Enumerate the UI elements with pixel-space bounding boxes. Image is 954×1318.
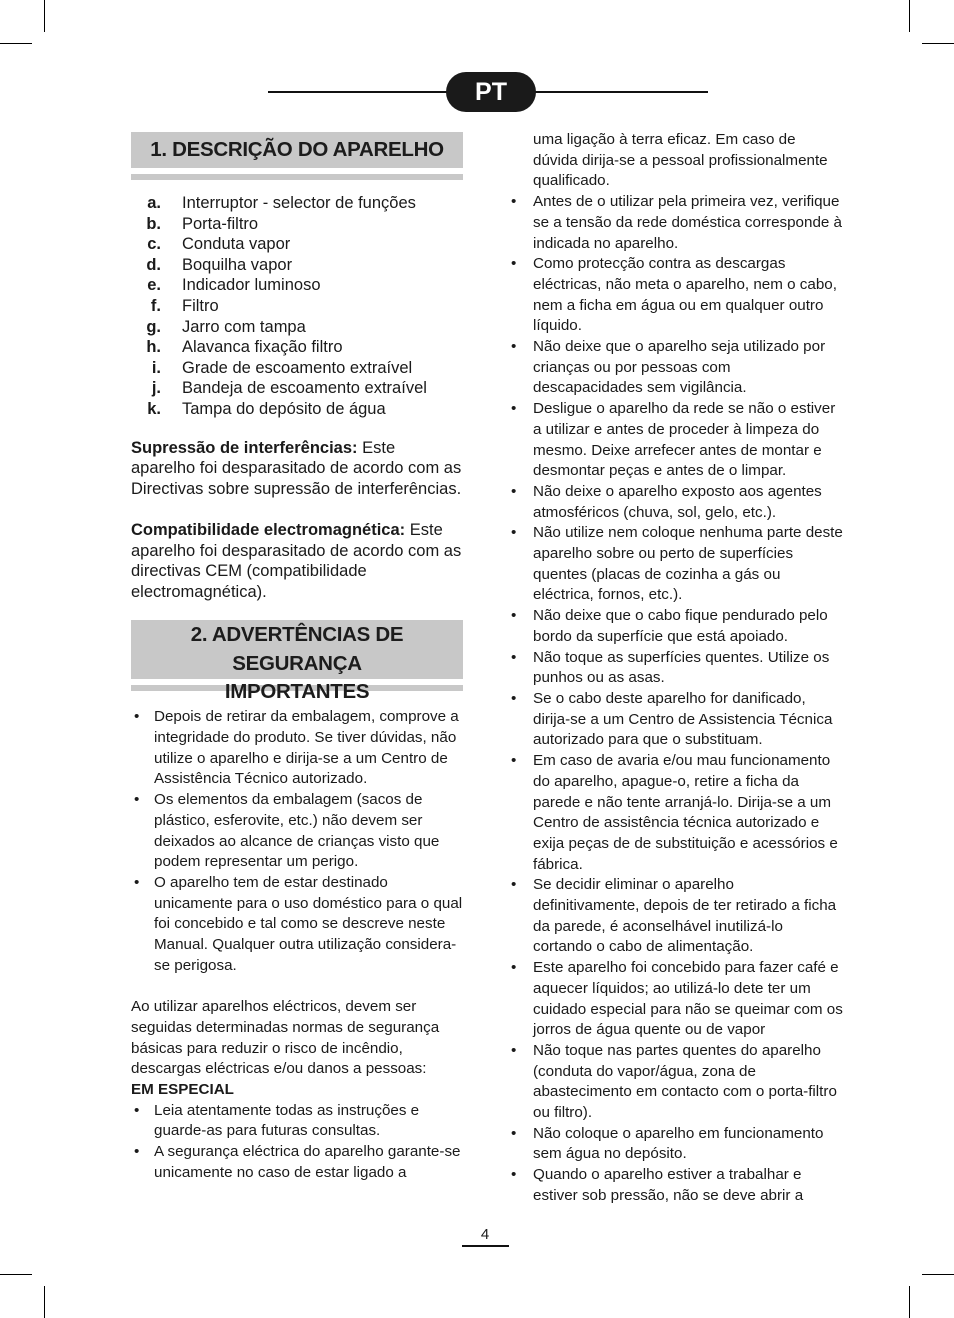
part-label: Jarro com tampa [182, 317, 306, 336]
list-item: • Não toque as superfícies quentes. Utilize os punhos ou as asas. [508, 648, 844, 689]
part-letter: i. [151, 358, 161, 377]
part-letter: h. [146, 338, 161, 357]
language-badge: PT [446, 72, 536, 112]
part-label: Conduta vapor [182, 235, 291, 254]
list-item: • A segurança eléctrica do aparelho garante-se unicamente no caso de estar ligado a [131, 1142, 463, 1183]
list-item: • Este aparelho foi concebido para fazer café e aquecer líquidos; ao utilizá-lo dete ter um cuidado especial para não se queimar com os jorros de água quente ou de vapor [508, 958, 844, 1041]
page-number-rule [462, 1245, 509, 1247]
crop-mark [44, 1286, 45, 1318]
list-item: • Não deixe que o cabo fique pendurado pelo bordo da superfície que está apoiado. [508, 606, 844, 647]
warnings-list-b [131, 1101, 463, 1184]
interference-text: Este aparelho foi desparasitado de acordo com as Directivas sobre supressão de interferências. [131, 438, 462, 498]
special-label: EM ESPECIAL [131, 1080, 234, 1098]
section-2-title-line1: 2. ADVERTÊNCIAS DE SEGURANÇA [190, 623, 404, 675]
crop-mark [922, 43, 954, 44]
crop-mark [909, 0, 910, 32]
part-item [131, 214, 463, 235]
list-item: • Antes de o utilizar pela primeira vez, verifique se a tensão da rede doméstica corresponde à indicada no aparelho. [508, 192, 844, 254]
crop-mark [909, 1286, 910, 1318]
part-label: Porta-filtro [182, 214, 259, 233]
list-item: • Quando o aparelho estiver a trabalhar e estiver sob pressão, não se deve abrir a [508, 1165, 844, 1206]
header-rule-right [528, 91, 708, 93]
part-item [131, 255, 463, 276]
crop-mark [0, 1274, 32, 1275]
part-label: Filtro [182, 296, 219, 315]
interference-label: Supressão de interferências: [131, 438, 358, 457]
part-letter: a. [147, 194, 161, 212]
part-item [131, 399, 463, 420]
continuation-text: uma ligação à terra eficaz. Em caso de dúvida dirija-se a pessoal profissionalmente qualificado. [533, 131, 828, 190]
part-label: Bandeja de escoamento extraível [182, 379, 427, 398]
list-item: • Não coloque o aparelho em funcionamento sem água no depósito. [508, 1124, 844, 1165]
list-item: • Não toque nas partes quentes do aparelho (conduta do vapor/água, zona de abastecimento em contacto com o porta-filtro ou filtro). [508, 1041, 844, 1124]
header-rule-left [268, 91, 458, 93]
part-letter: d. [146, 255, 161, 274]
left-column [131, 132, 463, 1183]
part-label: Indicador luminoso [182, 276, 321, 295]
list-item: • Não utilize nem coloque nenhuma parte deste aparelho sobre ou perto de superfícies quentes (placas de cozinha a gás ou eléctrica, fornos, etc.). [508, 523, 844, 606]
part-item [131, 234, 463, 255]
emc-paragraph [131, 520, 463, 602]
part-letter: b. [146, 214, 161, 233]
section-1-rule [131, 174, 463, 180]
list-item: • Não deixe que o aparelho seja utilizado por crianças ou por pessoas com descapacidades sem vigilância. [508, 337, 844, 399]
part-letter: e. [147, 276, 161, 295]
interference-paragraph [131, 438, 463, 500]
part-item [131, 275, 463, 296]
list-item: • Se o cabo deste aparelho for danificado, dirija-se a um Centro de Assistencia Técnica autorizado para que o substituam. [508, 689, 844, 751]
part-label: Tampa do depósito de água [182, 399, 386, 418]
part-item [131, 317, 463, 338]
section-2-title-line2: IMPORTANTES [224, 680, 370, 704]
emc-label: Compatibilidade electromagnética: [131, 520, 406, 539]
part-label: Grade de escoamento extraível [182, 358, 413, 377]
list-item: • Como protecção contra as descargas eléctricas, não meta o aparelho, nem o cabo, nem a ficha em água ou em qualquer outro líquido. [508, 254, 844, 337]
emc-text: Este aparelho foi desparasitado de acordo com as directivas CEM (compatibilidade electromagnética). [131, 520, 462, 601]
part-label: Interruptor - selector de funções [182, 194, 416, 212]
part-label: Alavanca fixação filtro [182, 338, 343, 357]
warnings-list-c [508, 192, 844, 1206]
part-letter: j. [151, 379, 161, 398]
part-item [131, 358, 463, 379]
part-item [131, 193, 463, 214]
list-item: • Se decidir eliminar o aparelho definitivamente, depois de ter retirado a ficha da parede, é aconselhável inutilizá-lo cortando o cabo de alimentação. [508, 875, 844, 958]
list-item: • Em caso de avaria e/ou mau funcionamento do aparelho, apague-o, retire a ficha da parede e não tente arranjá-lo. Dirija-se a um Centro de assistência técnica autorizado e exija peças de de substituição e acessórios e fábrica. [508, 751, 844, 875]
intro-paragraph: Ao utilizar aparelhos eléctricos, devem ser seguidas determinadas normas de segurança básicas para reduzir o risco de incêndio, descargas eléctricas e/ou danos a pessoas: [131, 998, 440, 1078]
part-item [131, 337, 463, 358]
crop-mark [922, 1274, 954, 1275]
section-2-title [131, 620, 463, 704]
section-1-title: 1. DESCRIÇÃO DO APARELHO [131, 132, 463, 168]
list-item: • Depois de retirar da embalagem, comprove a integridade do produto. Se tiver dúvidas, não utilize o aparelho e dirija-se a um Centro de Assistência Técnico autorizado. [131, 707, 463, 790]
crop-mark [44, 0, 45, 32]
page-number: 4 [480, 1226, 490, 1243]
list-item: • Não deixe o aparelho exposto aos agentes atmosféricos (chuva, sol, gelo, etc.). [508, 482, 844, 523]
warnings-list-a [131, 707, 463, 976]
list-item: • Desligue o aparelho da rede se não o estiver a utilizar e antes de proceder à limpeza do mesmo. Deixe arrefecer antes de montar e desmontar peças e antes de o limpar. [508, 399, 844, 482]
part-letter: k. [147, 399, 161, 418]
crop-mark [0, 43, 32, 44]
list-item: • Leia atentamente todas as instruções e guarde-as para futuras consultas. [131, 1101, 463, 1142]
part-letter: g. [146, 317, 161, 336]
part-letter: c. [147, 235, 161, 254]
part-letter: f. [150, 296, 161, 315]
part-item [131, 378, 463, 399]
part-item [131, 296, 463, 317]
right-column [508, 130, 844, 1207]
list-item: • Os elementos da embalagem (sacos de plástico, esferovite, etc.) não devem ser deixados ao alcance de crianças visto que podem representar um perigo. [131, 790, 463, 873]
list-item: • O aparelho tem de estar destinado unicamente para o uso doméstico para o qual foi concebido e tal como se descreve neste Manual. Qualquer outra utilização considera-se perigosa. [131, 873, 463, 977]
part-label: Boquilha vapor [182, 255, 293, 274]
parts-list [131, 193, 463, 420]
